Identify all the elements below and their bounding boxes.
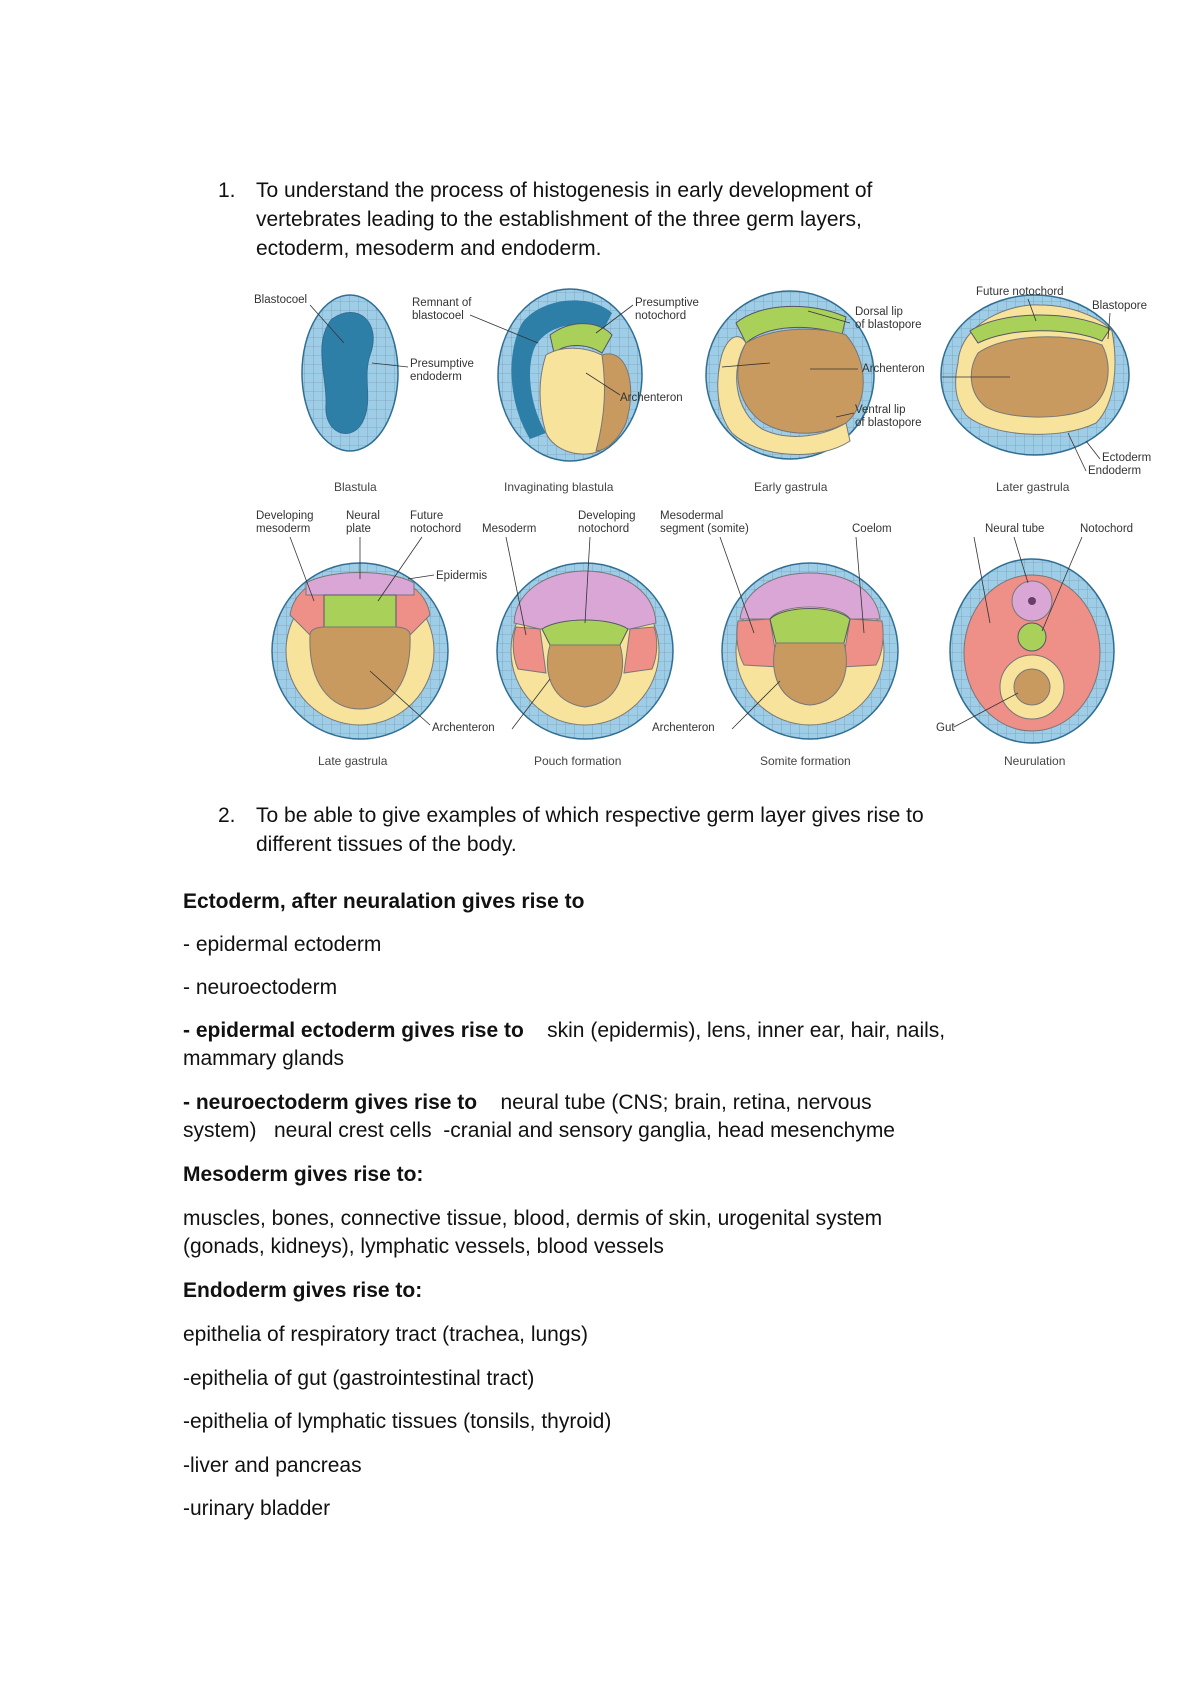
ectoderm-heading: Ectoderm, after neuralation gives rise to (183, 890, 585, 913)
ectoderm-item: - epidermal ectoderm (183, 933, 382, 956)
label-ventral-lip-2: of blastopore (855, 417, 922, 429)
label-developing-mesoderm-2: mesoderm (256, 523, 311, 535)
label-mesoderm: Mesoderm (482, 523, 537, 535)
endoderm-item: -epithelia of gut (gastrointestinal tract) (183, 1367, 535, 1390)
caption-somite-formation: Somite formation (760, 754, 851, 768)
label-developing-mesoderm-1: Developing (256, 510, 314, 522)
label-archenteron-row2b: Archenteron (652, 722, 715, 734)
label-dorsal-lip-2: of blastopore (855, 319, 922, 331)
caption-early-gastrula: Early gastrula (754, 480, 828, 494)
early-gastrula-diagram (706, 291, 874, 459)
endoderm-item: -epithelia of lymphatic tissues (tonsils, thyroid) (183, 1410, 612, 1433)
caption-blastula: Blastula (334, 480, 377, 494)
objective-number: 2. (218, 804, 236, 827)
objective-line: To understand the process of histogenesis in early development of (256, 179, 873, 202)
caption-neurulation: Neurulation (1004, 754, 1066, 768)
label-developing-notochord-2: notochord (578, 523, 630, 535)
label-presumptive-endoderm-1: Presumptive (410, 358, 474, 370)
neuroectoderm-label: - neuroectoderm gives rise to (183, 1091, 478, 1114)
label-future-notochord-row1: Future notochord (976, 286, 1064, 298)
label-dorsal-lip-1: Dorsal lip (855, 306, 903, 318)
label-epidermis: Epidermis (436, 570, 488, 582)
epidermal-ectoderm-derivatives (183, 1017, 1083, 1045)
label-endoderm: Endoderm (1088, 465, 1142, 477)
label-ventral-lip-1: Ventral lip (855, 404, 906, 416)
neuroectoderm-text-cont: system) neural crest cells -cranial and sensory ganglia, head mesenchyme (183, 1119, 895, 1142)
label-presumptive-notochord-1: Presumptive (635, 297, 699, 309)
label-remnant-blastocoel-2: blastocoel (412, 310, 464, 322)
neurulation-diagram (950, 559, 1114, 743)
endoderm-heading: Endoderm gives rise to: (183, 1279, 423, 1302)
label-neural-tube: Neural tube (985, 523, 1045, 535)
label-archenteron-row2a: Archenteron (432, 722, 495, 734)
label-blastopore: Blastopore (1092, 300, 1147, 312)
label-mesodermal-segment-2: segment (somite) (660, 523, 749, 535)
mesoderm-heading: Mesoderm gives rise to: (183, 1163, 424, 1186)
label-remnant-blastocoel-1: Remnant of (412, 297, 472, 309)
label-coelom: Coelom (852, 523, 892, 535)
caption-late-gastrula: Late gastrula (318, 754, 388, 768)
label-ectoderm: Ectoderm (1102, 452, 1152, 464)
objective-line: To be able to give examples of which respective germ layer gives rise to (256, 804, 924, 827)
mesoderm-line: (gonads, kidneys), lymphatic vessels, blood vessels (183, 1235, 664, 1258)
label-neural-plate-1: Neural (346, 510, 380, 522)
label-presumptive-endoderm-2: endoderm (410, 371, 462, 383)
label-neural-plate-2: plate (346, 523, 371, 535)
endoderm-item: -urinary bladder (183, 1497, 331, 1520)
label-archenteron-row1b: Archenteron (862, 363, 925, 375)
epidermal-text: skin (epidermis), lens, inner ear, hair, nails, (547, 1019, 946, 1042)
objective-line: different tissues of the body. (256, 833, 517, 856)
ectoderm-item: - neuroectoderm (183, 976, 338, 999)
blastula-diagram (302, 295, 398, 451)
epidermal-label: - epidermal ectoderm gives rise to (183, 1019, 524, 1042)
late-gastrula-diagram (272, 563, 448, 739)
endoderm-item: -liver and pancreas (183, 1454, 362, 1477)
endoderm-item: epithelia of respiratory tract (trachea, lungs) (183, 1323, 589, 1346)
label-mesodermal-segment-1: Mesodermal (660, 510, 724, 522)
label-notochord: Notochord (1080, 523, 1134, 535)
label-developing-notochord-1: Developing (578, 510, 636, 522)
label-gut: Gut (936, 722, 955, 734)
caption-pouch-formation: Pouch formation (534, 754, 622, 768)
objective-line: ectoderm, mesoderm and endoderm. (256, 237, 602, 260)
pouch-formation-diagram (497, 563, 673, 739)
neuroectoderm-text: neural tube (CNS; brain, retina, nervous (500, 1091, 872, 1114)
objective-line: vertebrates leading to the establishment of the three germ layers, (256, 208, 862, 231)
label-future-notochord-row2-2: notochord (410, 523, 462, 535)
germ-layer-development-figure (250, 283, 1152, 773)
caption-later-gastrula: Later gastrula (996, 480, 1070, 494)
caption-invaginating-blastula: Invaginating blastula (504, 480, 614, 494)
label-presumptive-notochord-2: notochord (635, 310, 687, 322)
label-future-notochord-row2-1: Future (410, 510, 444, 522)
objective-number: 1. (218, 179, 236, 202)
epidermal-text-cont: mammary glands (183, 1047, 345, 1070)
label-archenteron-row1a: Archenteron (620, 392, 683, 404)
mesoderm-line: muscles, bones, connective tissue, blood, dermis of skin, urogenital system (183, 1207, 883, 1230)
neuroectoderm-derivatives (183, 1089, 1083, 1117)
label-blastocoel: Blastocoel (254, 294, 308, 306)
